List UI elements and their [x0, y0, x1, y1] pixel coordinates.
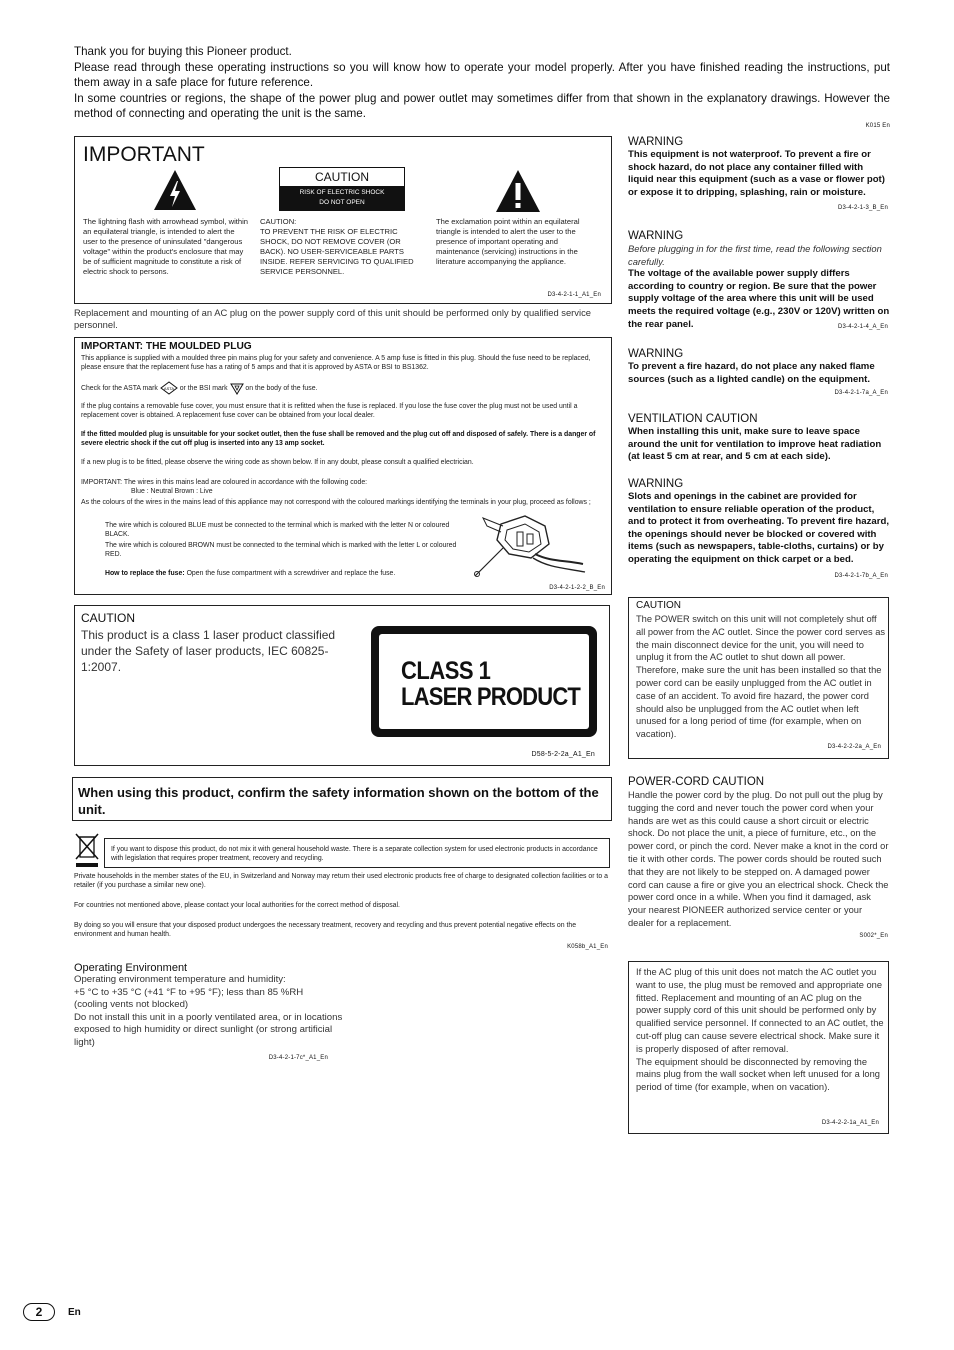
class1-laser-label-inner [379, 634, 589, 729]
fuse-text: Open the fuse compartment with a screwdriver and replace the fuse. [186, 570, 396, 577]
doc-code: D3-4-2-1-3_B_En [837, 205, 888, 211]
moulded-plug-p9: The wire which is coloured BROWN must be connected to the terminal which is marked with the letter L or coloured RED. [105, 542, 457, 559]
asta-mark-icon [160, 381, 178, 395]
intro-line-part: Please read through these operating instructions so you will know how to operate your model properly. [74, 60, 615, 74]
moulded-plug-p1: This appliance is supplied with a moulded three pin mains plug for your safety and convenience. A 5 amp fuse is fitted in this plug. Should the fuse need to be replaced, please ensure that the replacement fuse has a rating of 5 amps and that it is approved by ASTA or BSI to BS1362. [81, 355, 591, 372]
warning-voltage [628, 229, 890, 331]
power-switch-caution-text: The POWER switch on this unit will not completely shut off all power from the AC outlet. Since the power cord serves as the main disconnect device for the unit, you will need to unplug it from the AC outlet to shut down all power. Therefore, make sure the unit has been installed so that the power cord can be easily unplugged from the AC outlet in case of an accident. To avoid fire hazard, the power cord should also be unplugged from the AC outlet when left unused for a long period of time (for example, when on vacation). [636, 614, 886, 740]
doc-code: D3-4-2-1-1_A1_En [547, 292, 601, 298]
class1-laser-label [371, 626, 597, 737]
warning-flame [628, 347, 890, 386]
doc-code: S002*_En [859, 933, 888, 939]
env-line: +5 °C to +35 °C (+41 °F to +95 °F); less than 85 %RH [74, 986, 304, 998]
important-caution-heading: CAUTION: [260, 217, 297, 226]
doc-code: D3-4-2-2-2a_A_En [827, 744, 881, 750]
important-title: IMPORTANT [83, 143, 205, 166]
operating-environment [74, 962, 344, 1050]
doc-code: D3-4-2-1-7c*_A1_En [268, 1055, 328, 1061]
doc-code: K058b_A1_En [567, 944, 608, 950]
doc-code: K015 En [865, 123, 890, 129]
confirm-safety-text: When using this product, confirm the safety information shown on the bottom of the unit. [78, 785, 599, 817]
caution-sub-line: RISK OF ELECTRIC SHOCK [299, 189, 385, 196]
warning-openings-title: WARNING [628, 478, 684, 490]
intro-text [74, 44, 890, 122]
warning-voltage-italic: Before plugging in for the first time, read the following section carefully. [628, 243, 882, 267]
intro-line: Thank you for buying this Pioneer product. [74, 45, 292, 58]
moulded-plug-p8: The wire which is coloured BLUE must be connected to the terminal which is marked with the letter N or coloured BLACK. [105, 522, 450, 539]
ventilation-caution-title: VENTILATION CAUTION [628, 413, 758, 425]
important-caution-body: TO PREVENT THE RISK OF ELECTRIC SHOCK, DO NOT REMOVE COVER (OR BACK). NO USER-SERVICEABLE PARTS INSIDE. REFER SERVICING TO QUALIFIED SERVICE PERSONNEL. [260, 227, 414, 276]
laser-caution-text: This product is a class 1 laser product classified under the Safety of laser products, IEC 60825-1:2007. [81, 628, 336, 674]
ac-plug-text [636, 966, 886, 1094]
ac-plug-box [628, 961, 889, 1134]
moulded-plug-marks-line [81, 380, 607, 398]
moulded-plug-p5: If a new plug is to be fitted, please observe the wiring code as shown below. If in any doubt, please consult a qualified electrician. [81, 459, 474, 466]
wire-code-colors: Blue : Neutral Brown : Live [131, 488, 213, 496]
language-label: En [68, 1307, 81, 1318]
marks-text: or the BSI mark [179, 385, 228, 392]
wire-code-line: IMPORTANT: The wires in this mains lead are coloured in accordance with the following code: [81, 479, 368, 486]
warning-waterproof-text: This equipment is not waterproof. To prevent a fire or shock hazard, do not place any container filled with liquid near this equipment (such as a vase or flower pot) or expose it to dripping, splashing, rain or moisture. [628, 149, 885, 198]
marks-text: Check for the ASTA mark [81, 385, 158, 392]
env-line: Do not install this unit in a poorly ventilated area, or in locations exposed to high humidity or direct sunlight (or strong artificial light) [74, 1011, 343, 1048]
caution-label-title: CAUTION [315, 170, 369, 184]
operating-environment-title: Operating Environment [74, 962, 188, 974]
moulded-plug-p6 [81, 478, 607, 497]
laser-caution-box [74, 605, 610, 766]
env-line: Operating environment temperature and humidity: [74, 974, 286, 985]
moulded-plug-p7: As the colours of the wires in the mains lead of this appliance may not correspond with the coloured markings identifying the terminals in your plug, proceed as follows ; [81, 499, 591, 506]
crossed-bin-icon [74, 832, 100, 868]
intro-line: In some countries or regions, the shape of the power plug and power outlet may sometimes differ from that shown in the explanatory drawings. However the method of connecting and operating the unit is the same. [74, 91, 890, 120]
ventilation-caution-text: When installing this unit, make sure to leave space around the unit for ventilation to improve heat radiation (at least 5 cm at rear, and 5 cm at each side). [628, 426, 882, 463]
caution-label-box [279, 167, 405, 211]
warning-voltage-title: WARNING [628, 230, 684, 242]
caution-label-sub [280, 186, 404, 210]
fuse-heading: How to replace the fuse: [105, 570, 185, 577]
doc-code: D58-5-2-2a_A1_En [531, 751, 595, 758]
env-line: (cooling vents not blocked) [74, 999, 189, 1011]
warning-voltage-text: The voltage of the available power supply differs according to country or region. Be sure that the power supply voltage of the area where this unit will be used meets the required voltage (e.g., 230V or 120V) written on the rear panel. [628, 268, 890, 330]
power-cord-caution-title: POWER-CORD CAUTION [628, 776, 765, 788]
page-number-badge: 2 [23, 1303, 55, 1321]
warning-waterproof-title: WARNING [628, 136, 684, 148]
bsi-kitemark-icon [230, 381, 244, 395]
moulded-plug-p3: If the plug contains a removable fuse cover, you must ensure that it is refitted when the fuse is replaced. If you lose the fuse cover the plug must not be used until a replacement cover is obtained. A replacement fuse cover can be obtained from your local dealer. [81, 403, 578, 420]
power-switch-caution-box [628, 597, 889, 759]
uk-plug-illustration [473, 514, 591, 578]
weee-notice-text: If you want to dispose this product, do not mix it with general household waste. There is a separate collection system for used electronic products in accordance with legislation that requires proper treatment, recovery and recycling. [111, 846, 598, 863]
intro-line [74, 60, 890, 91]
moulded-plug-box [74, 337, 612, 595]
laser-caution-title: CAUTION [81, 611, 135, 625]
moulded-plug-title: IMPORTANT: THE MOULDED PLUG [81, 341, 252, 352]
moulded-plug-p4: If the fitted moulded plug is unsuitable for your socket outlet, then the fuse shall be removed and the plug cut off and disposed of safely. There is a danger of severe electric shock if the cut off plug is inserted into any 13 amp socket. [81, 431, 596, 448]
doc-code: D3-4-2-1-7a_A_En [834, 390, 888, 396]
intro-line-part: After you have finished reading the instructions, put them away in a safe place for future reference. [74, 60, 890, 89]
doc-code: D3-4-2-1-2-2_B_En [549, 585, 605, 591]
weee-p2: For countries not mentioned above, please contact your local authorities for the correct method of disposal. [74, 902, 400, 909]
important-lightning-text: The lightning flash with arrowhead symbol, within an equilateral triangle, is intended to alert the user to the presence of uninsulated "dangerous voltage" within the product's enclosure that may be of sufficient magnitude to constitute a risk of electric shock to persons. [83, 217, 249, 276]
weee-p3: By doing so you will ensure that your disposed product undergoes the necessary treatment, recovery and recycling and thus prevent potential negative effects on the environment and human health. [74, 922, 577, 939]
ac-plug-p1: If the AC plug of this unit does not match the AC outlet you want to use, the plug must be removed and appropriate one fitted. Replacement and mounting of an AC plug on the power supply cord of this unit should be performed only by qualified service personnel. If connected to an AC outlet, the cut-off plug can cause severe electrical shock. Make sure it is properly disposed of after removal. [636, 967, 884, 1054]
ac-plug-p2: The equipment should be disconnected by removing the mains plug from the wall socket when left unused for a long period of time (for example, when on vacation). [636, 1056, 880, 1093]
marks-text: on the body of the fuse. [245, 385, 318, 392]
important-caution-text [260, 217, 418, 277]
moulded-plug-p10 [105, 569, 485, 578]
important-box [74, 136, 612, 304]
class1-label-line2: LASER PRODUCT [401, 682, 581, 711]
power-cord-caution-text: Handle the power cord by the plug. Do not pull out the plug by tugging the cord and never touch the power cord when your hands are wet as this could cause a short circuit or electric shock. Do not place the unit, a piece of furniture, etc., on the power cord, or pinch the cord. Never make a knot in the cord or tie it with other cords. The power cords should be routed such that they are not likely to be stepped on. A damaged power cord can cause a fire or give you an electrical shock. Check the power cord once in a while. When you find it damaged, ask your nearest PIONEER authorized service center or your dealer for a replacement. [628, 790, 889, 928]
doc-code: D3-4-2-1-7b_A_En [834, 573, 888, 579]
lightning-warning-icon [153, 169, 197, 211]
warning-openings [628, 477, 890, 567]
important-exclamation-text: The exclamation point within an equilateral triangle is intended to alert the user to the presence of important operating and maintenance (servicing) instructions in the literature accompanying the appliance. [436, 217, 580, 266]
warning-flame-text: To prevent a fire hazard, do not place any naked flame sources (such as a lighted candle) on the equipment. [628, 361, 875, 385]
caution-sub-line: DO NOT OPEN [319, 199, 365, 206]
ventilation-caution [628, 412, 890, 464]
weee-p1: Private households in the member states of the EU, in Switzerland and Norway may return their used electronic products free of charge to designated collection facilities or to a retailer (if you purchase a similar new one). [74, 873, 608, 890]
confirm-safety-box [72, 777, 612, 821]
power-switch-caution-title: CAUTION [636, 600, 681, 611]
asta-mark-text: ASTA [163, 386, 174, 392]
warning-openings-text: Slots and openings in the cabinet are provided for ventilation to ensure reliable operation of the product, and to protect it from overheating. To prevent fire hazard, the openings should never be blocked or covered with items (such as newspapers, table-cloths, curtains) or by operating the equipment on thick carpet or a bed. [628, 491, 890, 565]
right-column [628, 135, 890, 199]
doc-code: D3-4-2-2-1a_A1_En [821, 1120, 879, 1126]
replacement-note: Replacement and mounting of an AC plug on the power supply cord of this unit should be performed only by qualified service personnel. [74, 307, 591, 330]
class1-label-line1: CLASS 1 [401, 656, 491, 685]
weee-notice-box [104, 838, 610, 868]
exclamation-warning-icon [495, 169, 541, 213]
doc-code: D3-4-2-1-4_A_En [837, 324, 888, 330]
power-cord-caution [628, 775, 890, 930]
warning-flame-title: WARNING [628, 348, 684, 360]
